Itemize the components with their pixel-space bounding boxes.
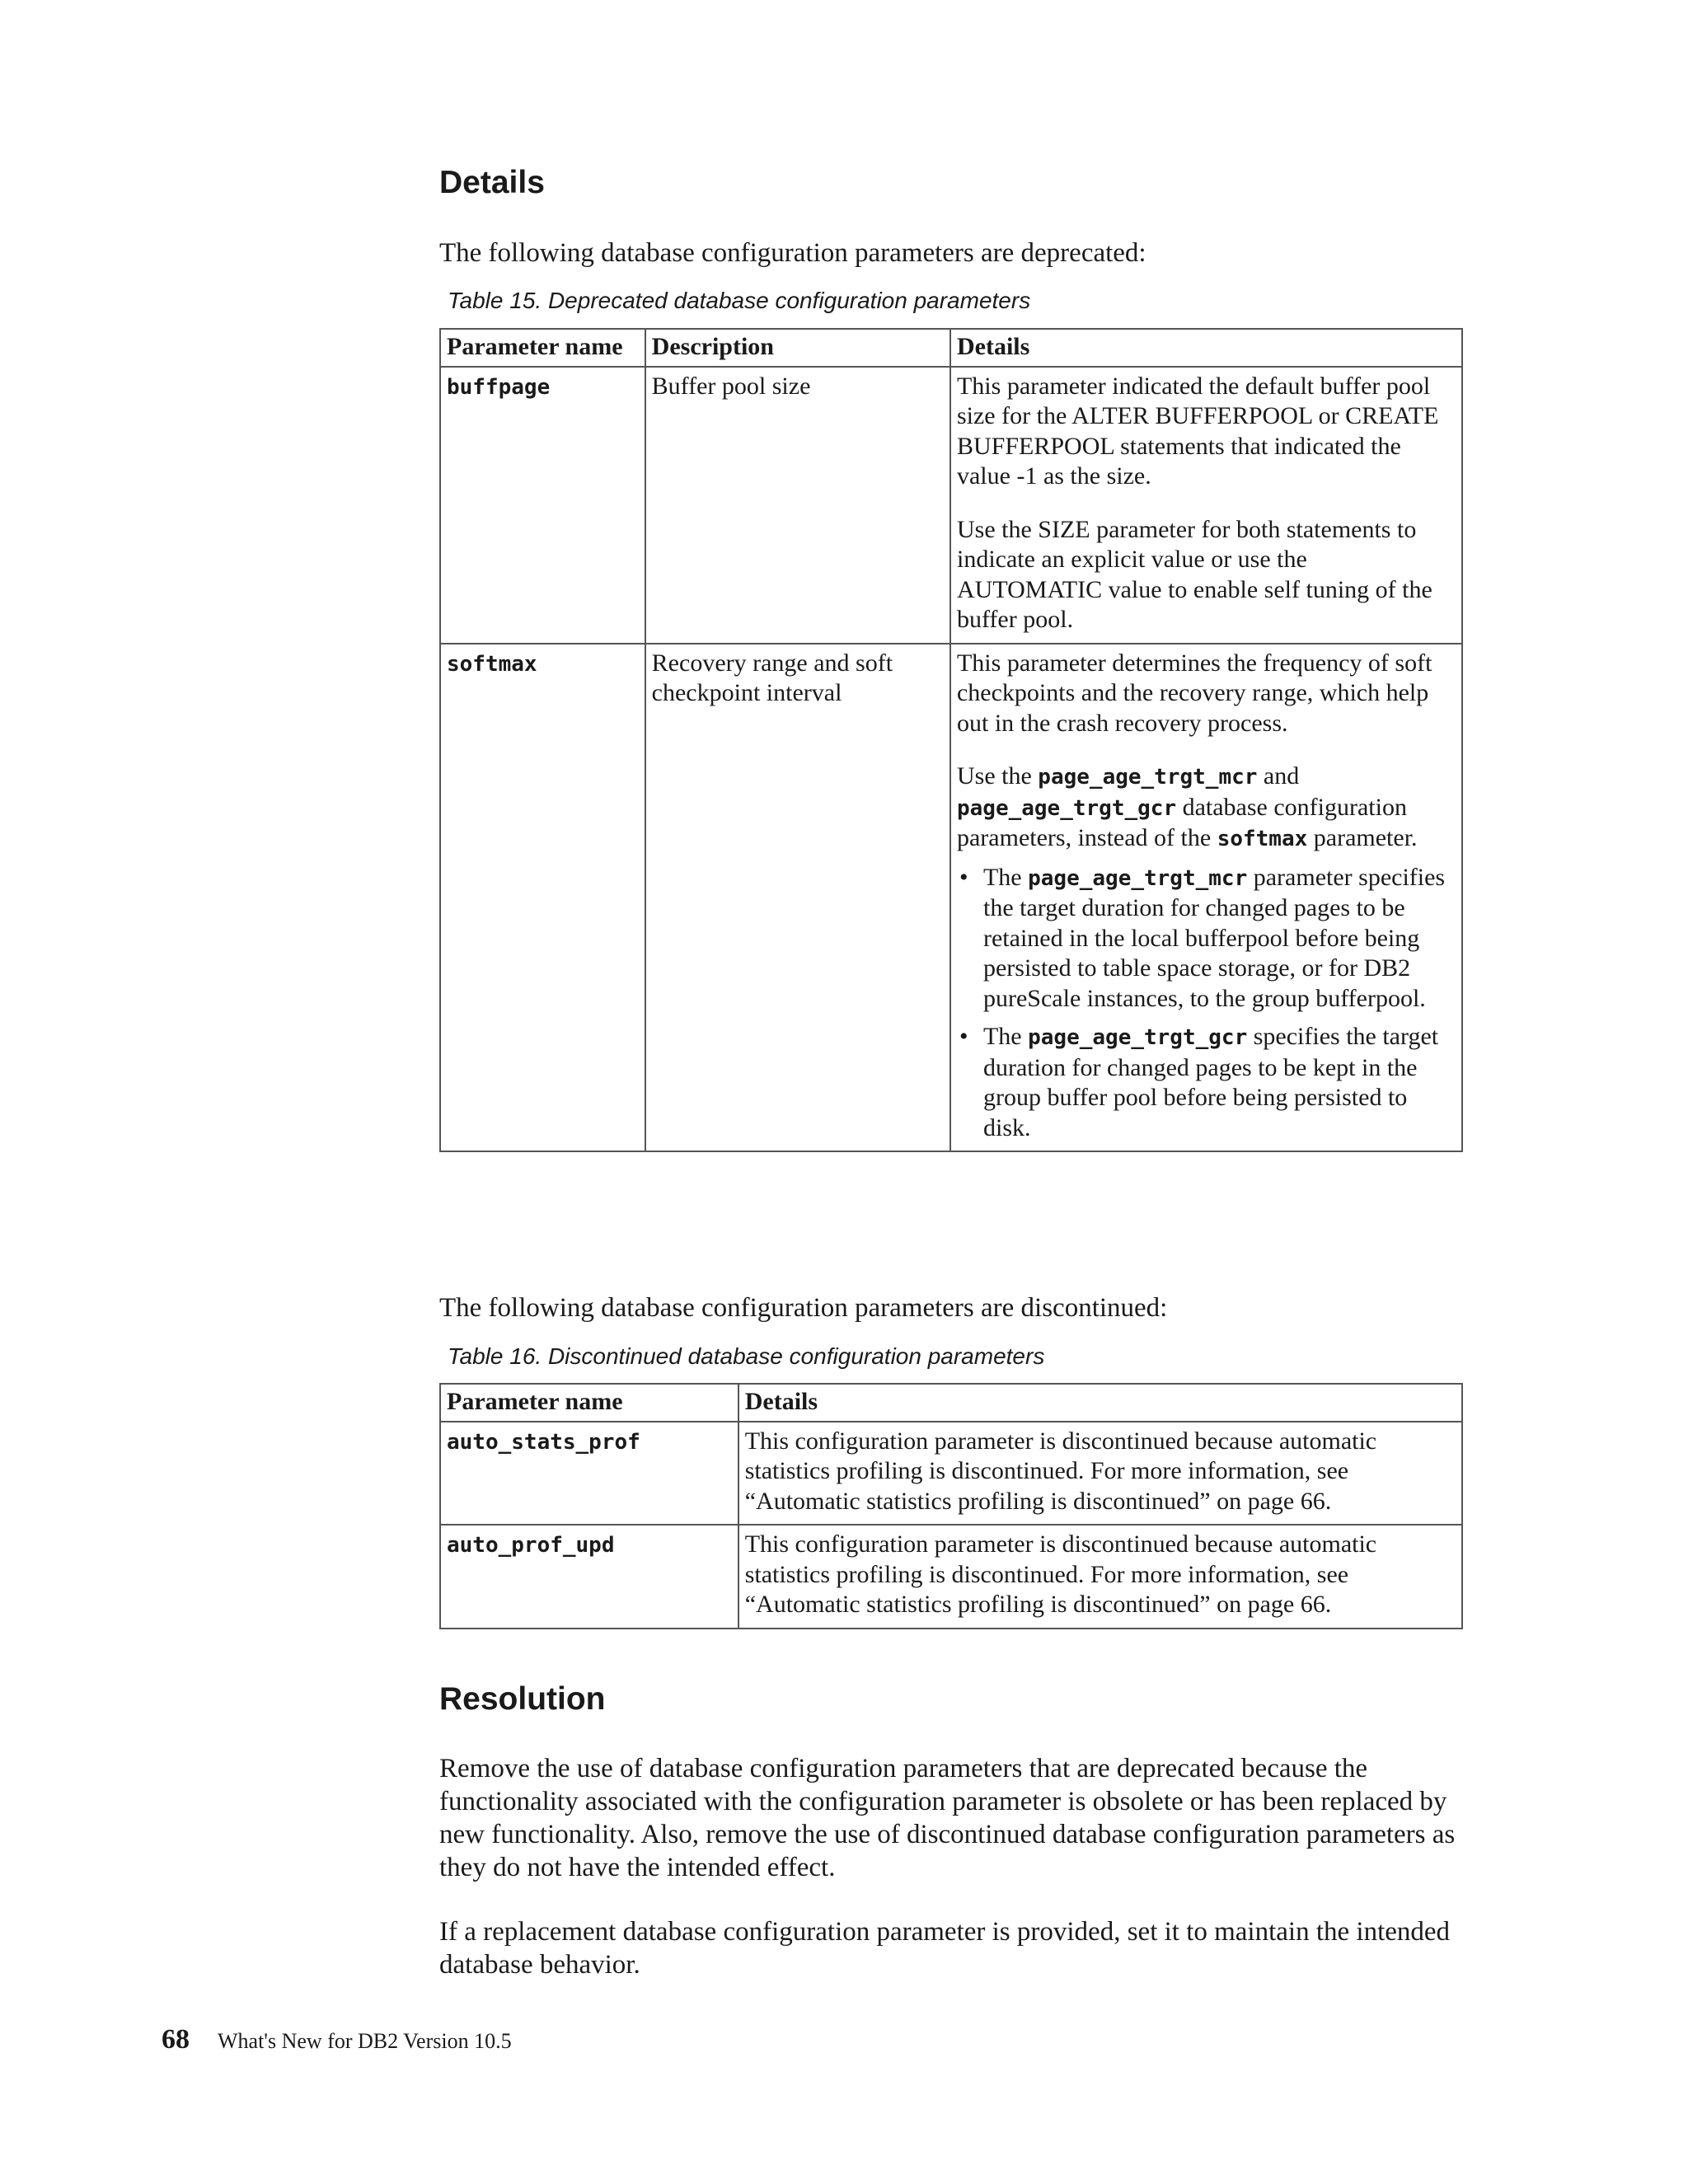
inline-code: page_age_trgt_gcr <box>1028 1025 1248 1050</box>
parameter-name: auto_stats_prof <box>447 1429 640 1455</box>
table-row <box>440 1422 1462 1526</box>
resolution-heading: Resolution <box>439 1681 606 1717</box>
deprecated-parameters-table <box>439 328 1463 1152</box>
column-header: Details <box>950 329 1462 367</box>
list-item: • The page_age_trgt_gcr specifies the target duration for changed pages to be kept in the group buffer pool before being persisted to disk. <box>957 1022 1456 1143</box>
table-row <box>440 367 1462 644</box>
description-cell: Buffer pool size <box>645 367 950 644</box>
column-header: Parameter name <box>440 1384 738 1422</box>
parameter-name-cell <box>440 1422 738 1526</box>
table15-caption: Table 15. Deprecated database configuration parameters <box>448 288 1031 313</box>
parameter-name: buffpage <box>447 374 551 400</box>
details-cell <box>950 367 1462 644</box>
list-item: • The page_age_trgt_mcr parameter specifies the target duration for changed pages to be retained in the local bufferpool before being persisted to table space storage, or for DB2 pureScale instances, to the group bufferpool. <box>957 863 1456 1015</box>
details-heading: Details <box>439 165 545 200</box>
inline-code: page_age_trgt_mcr <box>1038 765 1258 790</box>
table-header-row <box>440 1384 1462 1422</box>
resolution-paragraph: Remove the use of database configuration parameters that are deprecated because the functionality associated with the configuration parameter is obsolete or has been replaced by new functionality. Also, remove the use of discontinued database configuration parameters as they do not have the intended effect. <box>439 1754 1456 1882</box>
table-row <box>440 644 1462 1152</box>
inline-code: page_age_trgt_gcr <box>956 795 1177 821</box>
parameter-name: auto_prof_upd <box>447 1533 615 1558</box>
details-cell <box>950 644 1462 1152</box>
page-footer <box>162 2024 512 2055</box>
parameter-name-cell <box>440 644 645 1152</box>
discontinued-intro: The following database configuration parameters are discontinued: <box>439 1293 1168 1323</box>
resolution-paragraph: If a replacement database configuration parameter is provided, set it to maintain the intended database behavior. <box>439 1917 1451 1980</box>
details-bullet-list <box>957 863 1456 1144</box>
parameter-name: softmax <box>447 651 537 677</box>
book-title: What's New for DB2 Version 10.5 <box>218 2029 512 2053</box>
inline-code: softmax <box>1217 827 1308 851</box>
column-header: Details <box>738 1384 1462 1422</box>
details-cell: This configuration parameter is discontinued because automatic statistics profiling is discontinued. For more information, see “Automatic statistics profiling is discontinued” on page 66. <box>738 1422 1462 1526</box>
table16-caption: Table 16. Discontinued database configuration parameters <box>448 1343 1045 1369</box>
deprecated-intro: The following database configuration parameters are deprecated: <box>439 238 1146 268</box>
details-cell: This configuration parameter is discontinued because automatic statistics profiling is discontinued. For more information, see “Automatic statistics profiling is discontinued” on page 66. <box>738 1525 1462 1629</box>
table-header-row <box>440 329 1462 367</box>
column-header: Description <box>645 329 950 367</box>
parameter-name-cell <box>440 1525 738 1629</box>
discontinued-parameters-table <box>439 1383 1463 1629</box>
table-row <box>440 1525 1462 1629</box>
details-paragraph: This parameter indicated the default buffer pool size for the ALTER BUFFERPOOL or CREATE BUFFERPOOL statements that indicated the value -1 as the size. <box>956 372 1439 490</box>
parameter-name-cell <box>440 367 645 644</box>
details-paragraph: Use the SIZE parameter for both statements to indicate an explicit value or use the AUTOMATIC value to enable self tuning of the buffer pool. <box>956 515 1432 633</box>
details-paragraph: Use the page_age_trgt_mcr and page_age_trgt_gcr database configuration parameters, instead of the softmax parameter. <box>956 762 1418 851</box>
page-number: 68 <box>162 2024 190 2055</box>
details-paragraph: This parameter determines the frequency of soft checkpoints and the recovery range, which help out in the crash recovery process. <box>956 649 1432 737</box>
description-cell: Recovery range and soft checkpoint interval <box>645 644 950 1152</box>
inline-code: page_age_trgt_mcr <box>1028 865 1248 891</box>
column-header: Parameter name <box>440 329 645 367</box>
